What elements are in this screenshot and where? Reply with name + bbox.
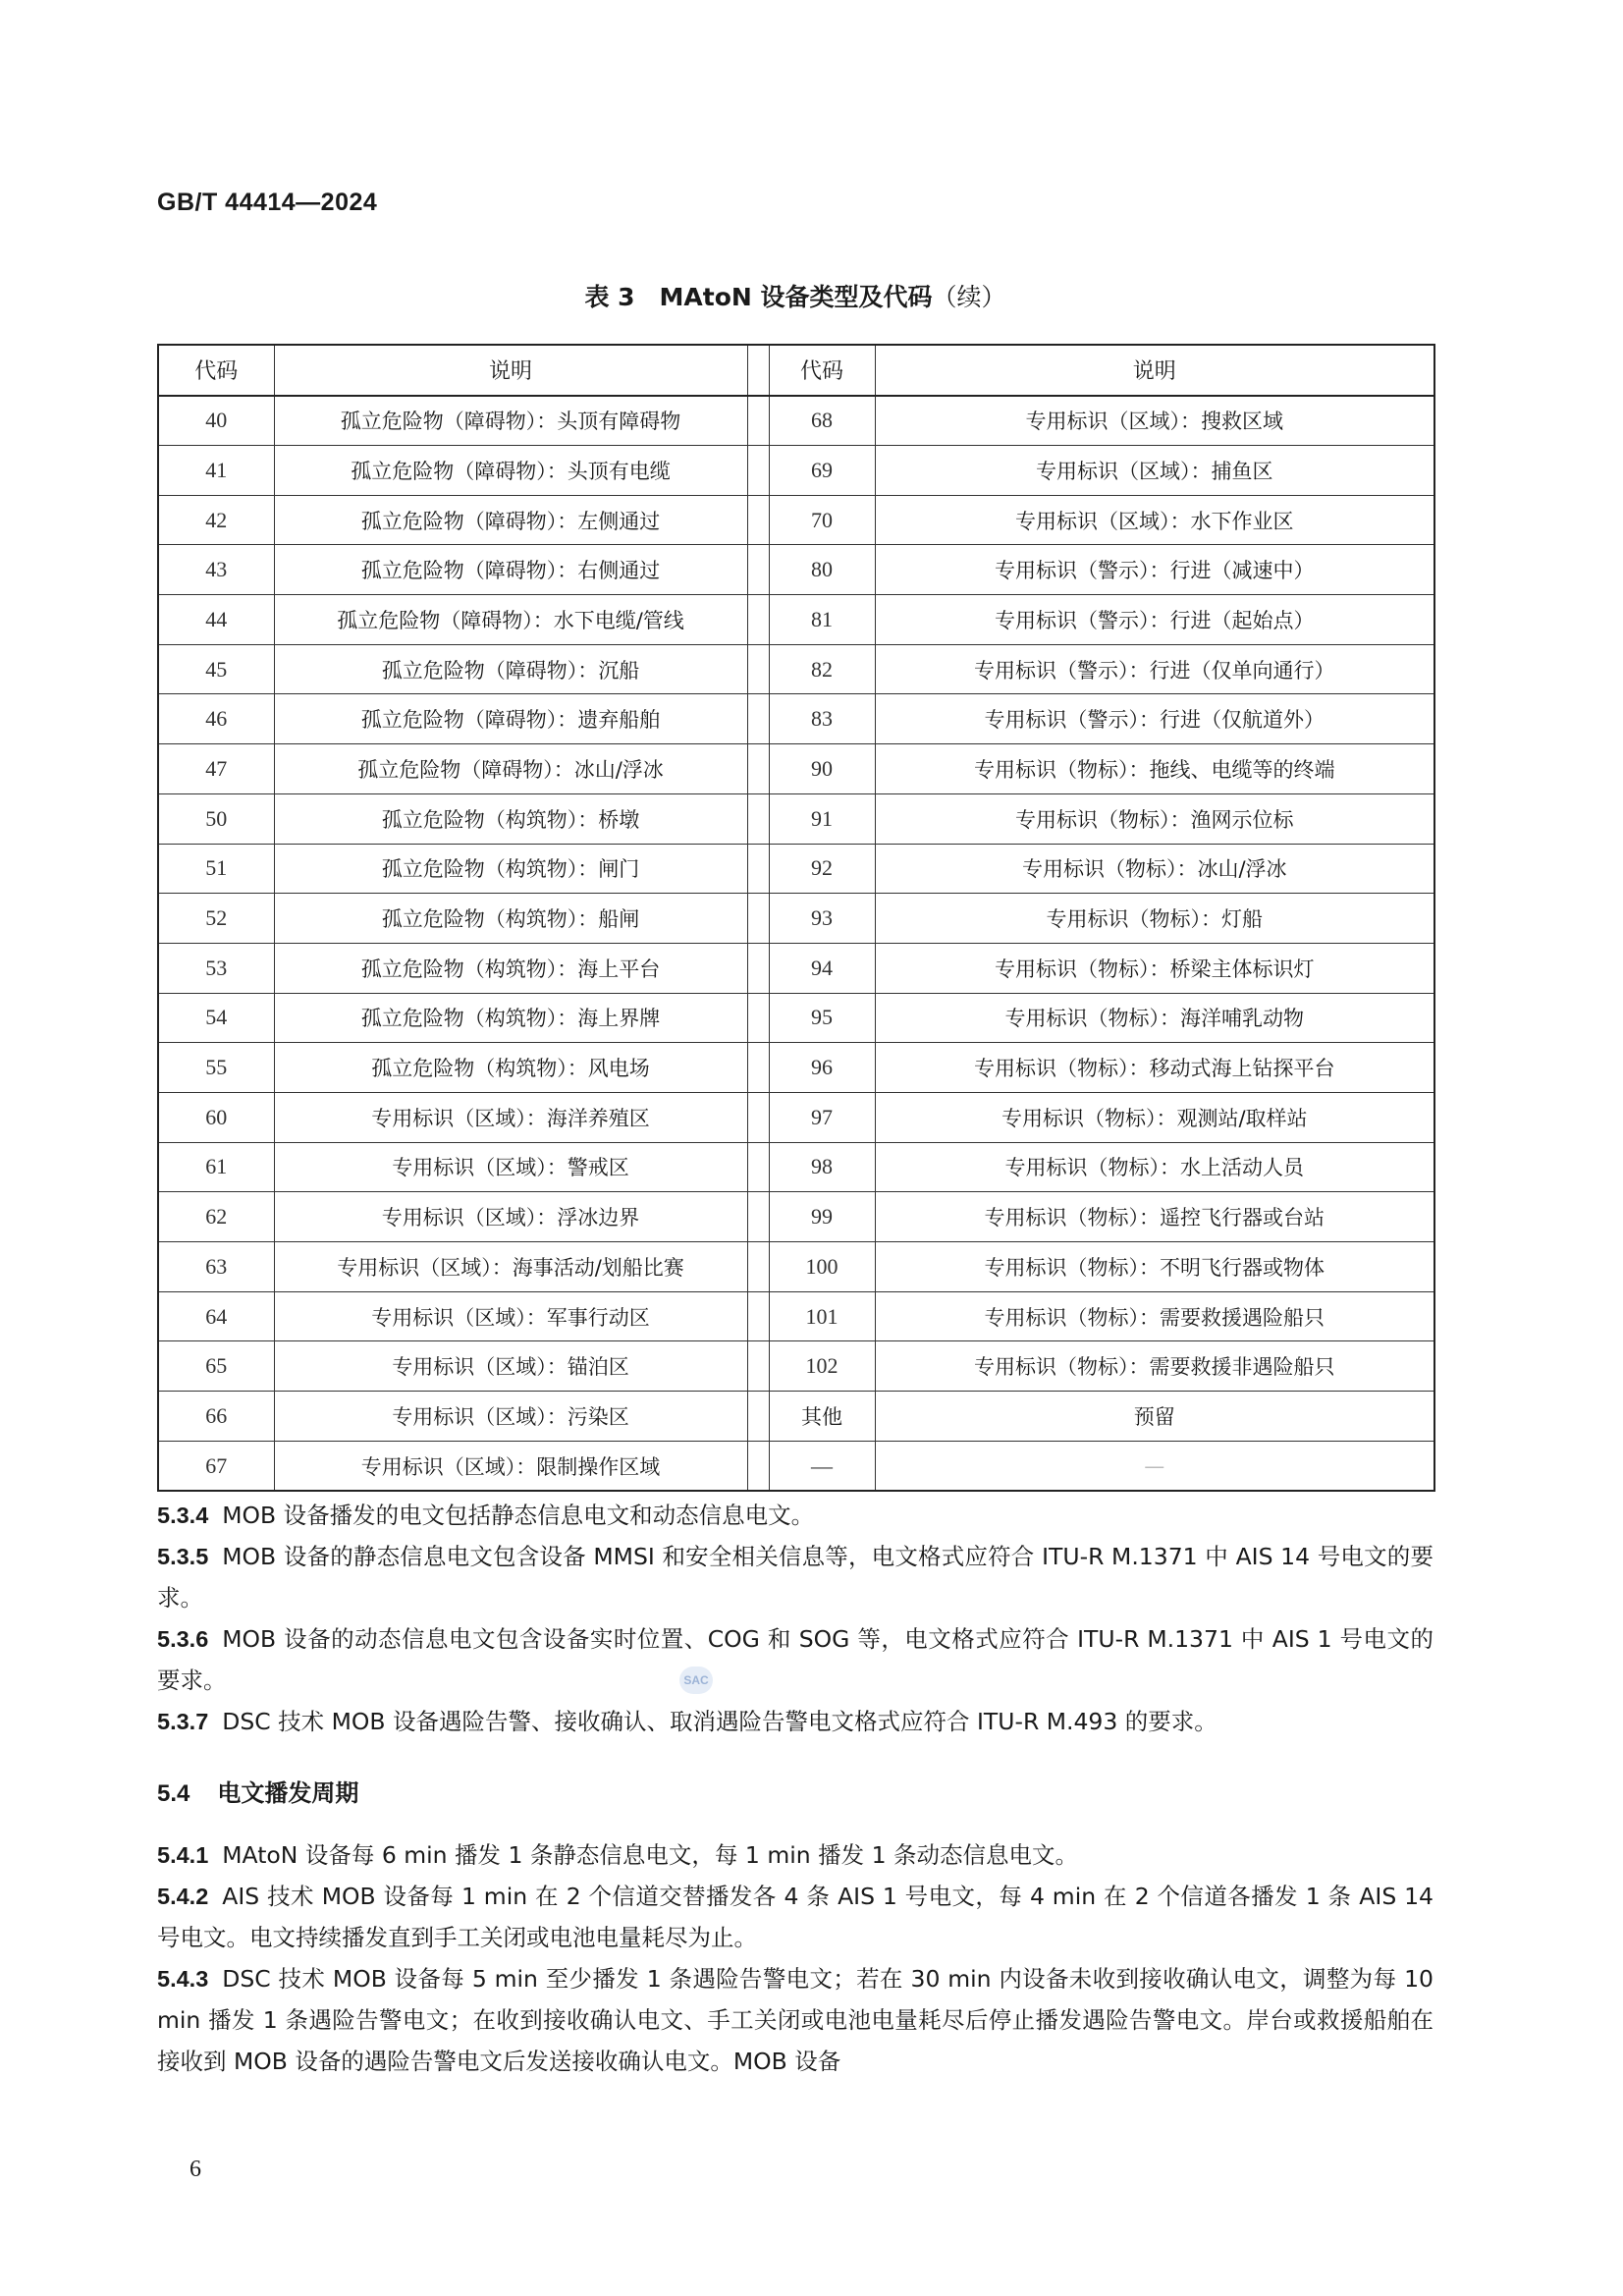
column-gap xyxy=(747,943,769,993)
clause-number: 5.3.7 xyxy=(157,1709,209,1734)
column-gap xyxy=(747,495,769,545)
code-cell: 96 xyxy=(769,1043,875,1093)
section-number: 5.4 xyxy=(157,1780,190,1807)
description-cell: 专用标识（物标）：桥梁主体标识灯 xyxy=(875,943,1434,993)
code-cell: 51 xyxy=(158,844,274,894)
description-cell: 孤立危险物（障碍物）：遗弃船舶 xyxy=(274,694,747,744)
description-cell: 专用标识（警示）：行进（减速中） xyxy=(875,545,1434,595)
column-gap xyxy=(747,744,769,794)
column-gap xyxy=(747,396,769,446)
description-cell: 专用标识（物标）：拖线、电缆等的终端 xyxy=(875,744,1434,794)
code-cell: 47 xyxy=(158,744,274,794)
description-cell: 专用标识（区域）：军事行动区 xyxy=(274,1291,747,1341)
header-code-right: 代码 xyxy=(769,345,875,396)
table-title-text: 表 3 MAtoN 设备类型及代码 xyxy=(584,283,933,311)
paragraph-5-3-4 xyxy=(157,1495,1434,1536)
column-gap xyxy=(747,1043,769,1093)
code-cell: 102 xyxy=(769,1341,875,1392)
clause-number: 5.4.2 xyxy=(157,1884,209,1909)
standard-number: GB/T 44414—2024 xyxy=(157,189,378,216)
code-cell: 70 xyxy=(769,495,875,545)
column-gap xyxy=(747,993,769,1043)
clause-text: MAtoN 设备每 6 min 播发 1 条静态信息电文，每 1 min 播发 1 条动态信息电文。 xyxy=(222,1841,1078,1869)
table-row xyxy=(158,1092,1434,1142)
code-cell: 44 xyxy=(158,595,274,645)
description-cell: 专用标识（区域）：捕鱼区 xyxy=(875,446,1434,496)
description-cell: 专用标识（物标）：观测站/取样站 xyxy=(875,1092,1434,1142)
clause-number: 5.3.4 xyxy=(157,1503,209,1528)
code-cell: 61 xyxy=(158,1142,274,1192)
code-cell: 101 xyxy=(769,1291,875,1341)
code-cell: 46 xyxy=(158,694,274,744)
column-gap xyxy=(747,1192,769,1242)
description-cell: 预留 xyxy=(875,1392,1434,1442)
paragraph-5-4-2 xyxy=(157,1876,1434,1958)
clause-text: DSC 技术 MOB 设备遇险告警、接收确认、取消遇险告警电文格式应符合 ITU-R M.493 的要求。 xyxy=(222,1708,1217,1735)
code-cell: 94 xyxy=(769,943,875,993)
column-gap xyxy=(747,894,769,944)
table-row xyxy=(158,1341,1434,1392)
clause-text: MOB 设备播发的电文包括静态信息电文和动态信息电文。 xyxy=(222,1502,815,1529)
code-cell: 98 xyxy=(769,1142,875,1192)
column-gap xyxy=(747,446,769,496)
code-cell: 90 xyxy=(769,744,875,794)
code-cell: 60 xyxy=(158,1092,274,1142)
paragraph-5-4-3 xyxy=(157,1958,1434,2082)
table-row xyxy=(158,894,1434,944)
table-row xyxy=(158,943,1434,993)
description-cell: 孤立危险物（构筑物）：海上平台 xyxy=(274,943,747,993)
table-row xyxy=(158,1142,1434,1192)
clause-text: DSC 技术 MOB 设备每 5 min 至少播发 1 条遇险告警电文；若在 30 min 内设备未收到接收确认电文，调整为每 10 min 播发 1 条遇险告警电文；在收到接收确认电文、手工关闭或电池电量耗尽后停止播发遇险告警电文。岸台或救援船舶在接收到 MOB 设备的遇险告警电文后发送接收确认电文。MOB 设备 xyxy=(157,1965,1434,2075)
header-desc-right: 说明 xyxy=(875,345,1434,396)
column-gap xyxy=(747,1392,769,1442)
code-cell: 50 xyxy=(158,793,274,844)
code-cell: 99 xyxy=(769,1192,875,1242)
description-cell: 专用标识（物标）：遥控飞行器或台站 xyxy=(875,1192,1434,1242)
description-cell: 孤立危险物（构筑物）：船闸 xyxy=(274,894,747,944)
column-gap xyxy=(747,644,769,694)
table-body xyxy=(158,396,1434,1492)
clause-number: 5.3.5 xyxy=(157,1544,209,1569)
table-title-continued: （续） xyxy=(932,283,1006,311)
clause-number: 5.3.6 xyxy=(157,1626,209,1652)
section-title: 电文播发周期 xyxy=(217,1779,359,1807)
table-row xyxy=(158,744,1434,794)
code-cell: 66 xyxy=(158,1392,274,1442)
table-row xyxy=(158,1392,1434,1442)
description-cell: 专用标识（物标）：需要救援非遇险船只 xyxy=(875,1341,1434,1392)
column-gap xyxy=(747,793,769,844)
table-row xyxy=(158,1043,1434,1093)
description-cell: 孤立危险物（障碍物）：水下电缆/管线 xyxy=(274,595,747,645)
description-cell: 孤立危险物（障碍物）：左侧通过 xyxy=(274,495,747,545)
column-gap xyxy=(747,694,769,744)
description-cell: 孤立危险物（障碍物）：沉船 xyxy=(274,644,747,694)
code-cell: 81 xyxy=(769,595,875,645)
code-cell: 其他 xyxy=(769,1392,875,1442)
column-gap xyxy=(747,545,769,595)
clause-text: MOB 设备的静态信息电文包含设备 MMSI 和安全相关信息等，电文格式应符合 ITU-R M.1371 中 AIS 14 号电文的要求。 xyxy=(157,1543,1434,1612)
description-cell: 专用标识（区域）：海事活动/划船比赛 xyxy=(274,1242,747,1292)
code-cell: 100 xyxy=(769,1242,875,1292)
code-cell: 62 xyxy=(158,1192,274,1242)
column-gap xyxy=(747,1092,769,1142)
description-cell: 孤立危险物（障碍物）：右侧通过 xyxy=(274,545,747,595)
table-row xyxy=(158,595,1434,645)
table-row xyxy=(158,446,1434,496)
section-heading-5-4 xyxy=(157,1774,358,1808)
code-cell: 93 xyxy=(769,894,875,944)
description-cell: 孤立危险物（构筑物）：桥墩 xyxy=(274,793,747,844)
column-gap xyxy=(747,1441,769,1491)
header-desc-left: 说明 xyxy=(274,345,747,396)
column-gap xyxy=(747,595,769,645)
code-cell: 54 xyxy=(158,993,274,1043)
code-cell: 80 xyxy=(769,545,875,595)
description-cell: 专用标识（警示）：行进（仅航道外） xyxy=(875,694,1434,744)
description-cell: 专用标识（警示）：行进（起始点） xyxy=(875,595,1434,645)
code-cell: 40 xyxy=(158,396,274,446)
description-cell: 专用标识（区域）：污染区 xyxy=(274,1392,747,1442)
code-cell: 55 xyxy=(158,1043,274,1093)
description-cell: 专用标识（区域）：限制操作区域 xyxy=(274,1441,747,1491)
description-cell: 孤立危险物（构筑物）：闸门 xyxy=(274,844,747,894)
code-cell: 91 xyxy=(769,793,875,844)
clause-text: AIS 技术 MOB 设备每 1 min 在 2 个信道交替播发各 4 条 AIS 1 号电文，每 4 min 在 2 个信道各播发 1 条 AIS 14 号电文。电文持续播发直到手工关闭或电池电量耗尽为止。 xyxy=(157,1883,1434,1951)
code-cell: 41 xyxy=(158,446,274,496)
description-cell: 专用标识（物标）：海洋哺乳动物 xyxy=(875,993,1434,1043)
code-cell: 63 xyxy=(158,1242,274,1292)
sac-watermark: SAC xyxy=(679,1667,713,1694)
description-cell: 专用标识（物标）：移动式海上钻探平台 xyxy=(875,1043,1434,1093)
description-cell: 孤立危险物（构筑物）：风电场 xyxy=(274,1043,747,1093)
table-row xyxy=(158,545,1434,595)
description-cell: 孤立危险物（障碍物）：头顶有障碍物 xyxy=(274,396,747,446)
code-cell: 69 xyxy=(769,446,875,496)
description-cell: 专用标识（区域）：锚泊区 xyxy=(274,1341,747,1392)
column-gap xyxy=(747,844,769,894)
description-cell: 专用标识（物标）：水上活动人员 xyxy=(875,1142,1434,1192)
table-row xyxy=(158,993,1434,1043)
code-cell: 52 xyxy=(158,894,274,944)
code-cell: 53 xyxy=(158,943,274,993)
table-row xyxy=(158,793,1434,844)
code-cell: 64 xyxy=(158,1291,274,1341)
table-row xyxy=(158,644,1434,694)
page-number: 6 xyxy=(189,2157,201,2182)
description-cell: 孤立危险物（构筑物）：海上界牌 xyxy=(274,993,747,1043)
description-cell: 专用标识（区域）：浮冰边界 xyxy=(274,1192,747,1242)
clause-text: MOB 设备的动态信息电文包含设备实时位置、COG 和 SOG 等，电文格式应符合 ITU-R M.1371 中 AIS 1 号电文的要求。 xyxy=(157,1625,1434,1694)
paragraph-5-4-1 xyxy=(157,1834,1434,1876)
description-cell: 专用标识（区域）：水下作业区 xyxy=(875,495,1434,545)
code-cell: 65 xyxy=(158,1341,274,1392)
code-cell: 82 xyxy=(769,644,875,694)
table-header-row xyxy=(158,345,1434,396)
code-cell: 97 xyxy=(769,1092,875,1142)
description-cell: 专用标识（物标）：不明飞行器或物体 xyxy=(875,1242,1434,1292)
code-cell: 95 xyxy=(769,993,875,1043)
paragraph-5-3-5 xyxy=(157,1536,1434,1618)
table-row xyxy=(158,844,1434,894)
description-cell: 专用标识（物标）：渔网示位标 xyxy=(875,793,1434,844)
description-cell: 专用标识（物标）：需要救援遇险船只 xyxy=(875,1291,1434,1341)
table-row xyxy=(158,1441,1434,1491)
column-gap xyxy=(747,1341,769,1392)
paragraph-5-3-6 xyxy=(157,1618,1434,1701)
code-cell: 68 xyxy=(769,396,875,446)
code-cell: 45 xyxy=(158,644,274,694)
table-row xyxy=(158,694,1434,744)
table-row xyxy=(158,495,1434,545)
code-cell: 92 xyxy=(769,844,875,894)
description-cell: 专用标识（区域）：搜救区域 xyxy=(875,396,1434,446)
description-cell: 专用标识（物标）：灯船 xyxy=(875,894,1434,944)
table-title xyxy=(157,278,1434,313)
column-gap xyxy=(747,1242,769,1292)
paragraph-5-3-7 xyxy=(157,1701,1434,1742)
table-row xyxy=(158,396,1434,446)
description-cell: 孤立危险物（障碍物）：头顶有电缆 xyxy=(274,446,747,496)
column-gap xyxy=(747,345,769,396)
column-gap xyxy=(747,1142,769,1192)
clause-number: 5.4.3 xyxy=(157,1966,209,1992)
description-cell: — xyxy=(875,1441,1434,1491)
description-cell: 孤立危险物（障碍物）：冰山/浮冰 xyxy=(274,744,747,794)
code-cell: — xyxy=(769,1441,875,1491)
column-gap xyxy=(747,1291,769,1341)
code-cell: 67 xyxy=(158,1441,274,1491)
device-code-table xyxy=(157,344,1435,1492)
code-cell: 43 xyxy=(158,545,274,595)
description-cell: 专用标识（区域）：海洋养殖区 xyxy=(274,1092,747,1142)
clause-number: 5.4.1 xyxy=(157,1842,209,1868)
table-row xyxy=(158,1192,1434,1242)
code-cell: 83 xyxy=(769,694,875,744)
description-cell: 专用标识（物标）：冰山/浮冰 xyxy=(875,844,1434,894)
table-row xyxy=(158,1242,1434,1292)
code-cell: 42 xyxy=(158,495,274,545)
table-row xyxy=(158,1291,1434,1341)
description-cell: 专用标识（区域）：警戒区 xyxy=(274,1142,747,1192)
header-code-left: 代码 xyxy=(158,345,274,396)
description-cell: 专用标识（警示）：行进（仅单向通行） xyxy=(875,644,1434,694)
